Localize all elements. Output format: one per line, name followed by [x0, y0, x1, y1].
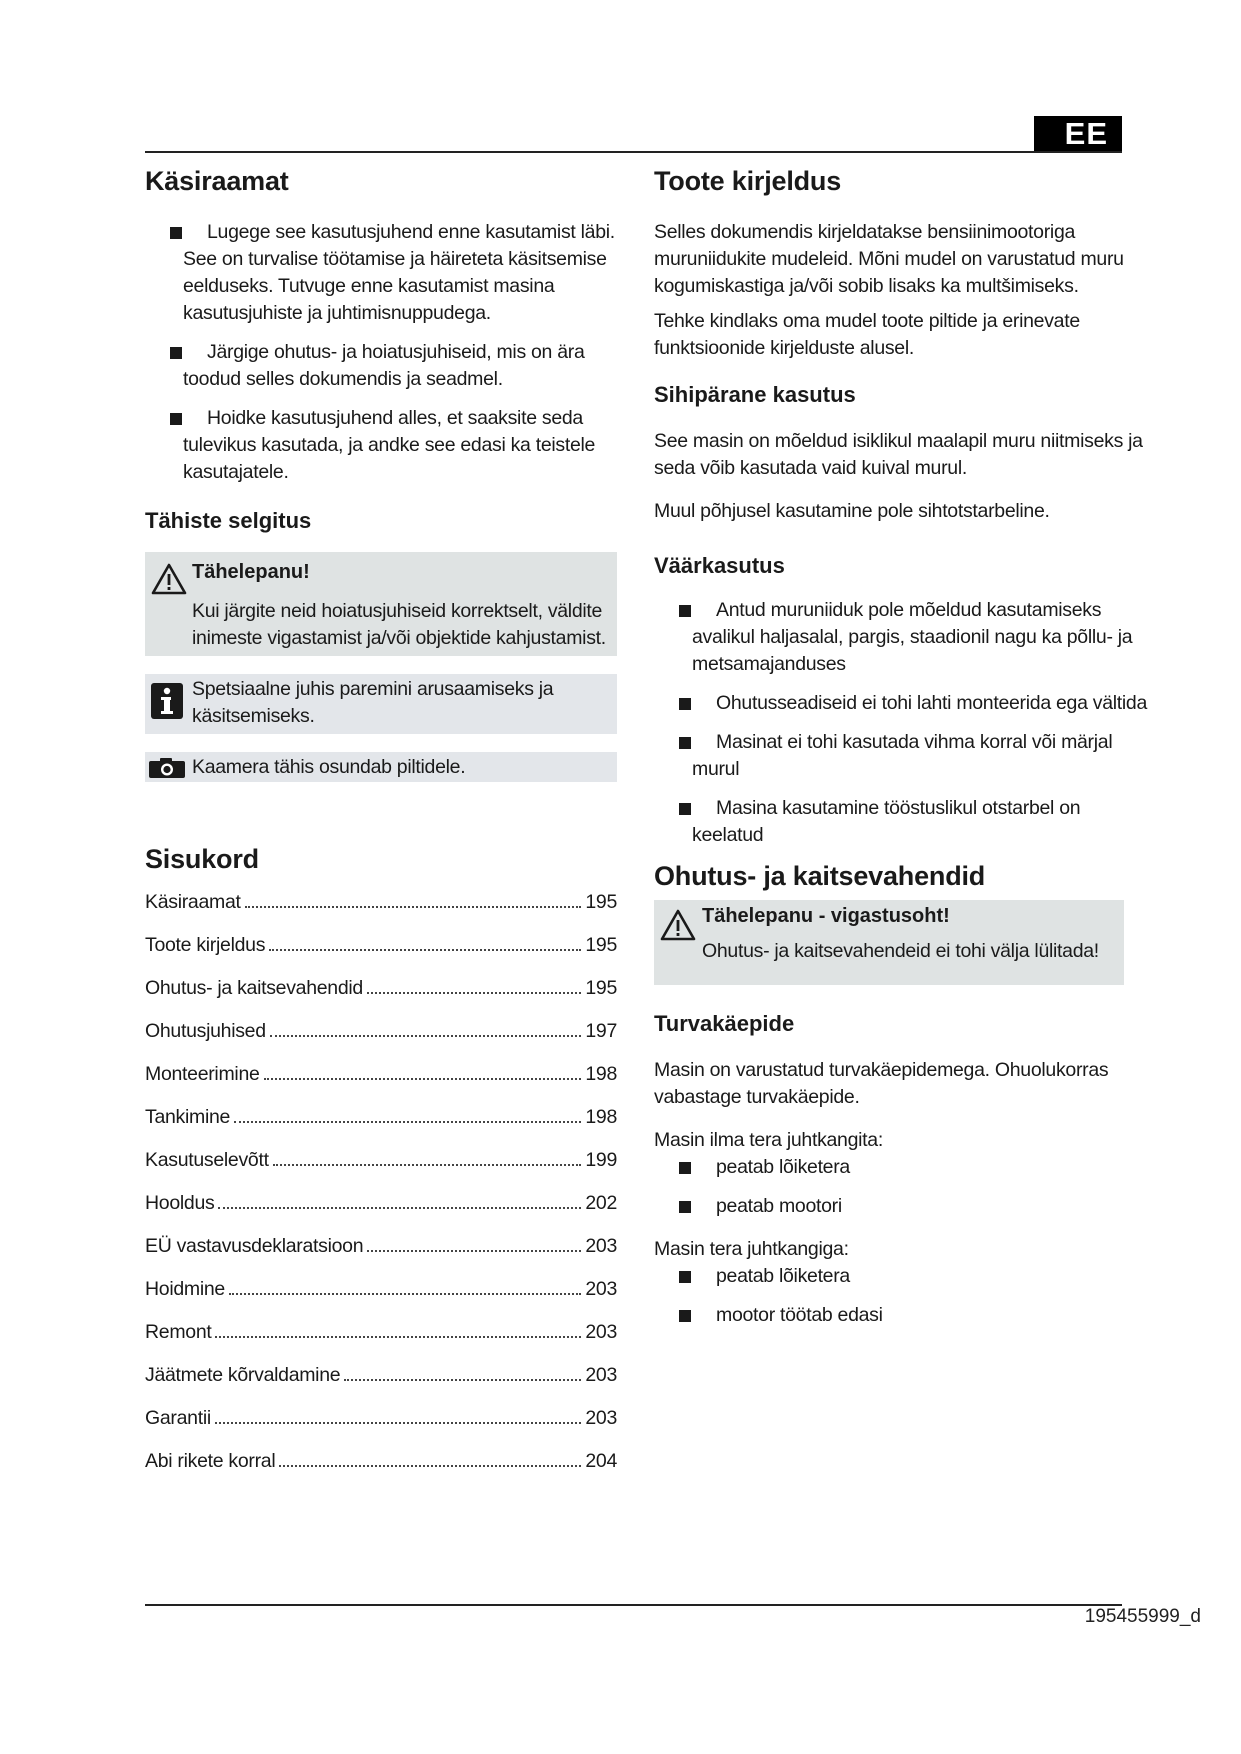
no-blade-lever-list	[654, 1154, 1154, 1220]
toc-entry[interactable]: EÜ vastavusdeklaratsioon 203	[145, 1235, 617, 1257]
list-item: Ohutusseadiseid ei tohi lahti monteerida ega vältida	[654, 690, 1154, 717]
list-item: peatab lõiketera	[654, 1154, 1154, 1181]
toc-entry[interactable]: Ohutus- ja kaitsevahendid 195	[145, 977, 617, 999]
list-item: mootor töötab edasi	[654, 1302, 1154, 1329]
list-item: Masinat ei tohi kasutada vihma korral või märjal murul	[654, 729, 1154, 783]
right-column	[654, 166, 1154, 1341]
product-paragraph: Selles dokumendis kirjeldatakse bensiinimootoriga muruniidukite mudeleid. Mõni mudel on varustatud muru kogumiskastiga ja/või sobib lisaks ka multšimiseks.	[654, 221, 1124, 297]
list-item: peatab lõiketera	[654, 1263, 1154, 1290]
left-column	[145, 166, 617, 1493]
warning-triangle-icon	[151, 562, 187, 596]
toc-entry[interactable]: Jäätmete kõrvaldamine 203	[145, 1364, 617, 1386]
manual-heading: Käsiraamat	[145, 166, 289, 196]
list-item: Masina kasutamine tööstuslikul otstarbel on keelatud	[654, 795, 1154, 849]
brake-handle-paragraph: Masin on varustatud turvakäepidemega. Ohuolukorras vabastage turvakäepide.	[654, 1059, 1109, 1108]
with-blade-lever-list	[654, 1263, 1154, 1329]
bullet-square-icon	[679, 1162, 691, 1174]
camera-box	[145, 752, 617, 782]
intended-use-paragraph: See masin on mõeldud isiklikul maalapil muru niitmiseks ja seda võib kasutada vaid kuival murul.	[654, 430, 1143, 479]
warning-title: Tähelepanu!	[192, 561, 310, 583]
no-blade-lever-label: Masin ilma tera juhtkangita:	[654, 1129, 883, 1151]
with-blade-lever-label: Masin tera juhtkangiga:	[654, 1238, 849, 1260]
camera-text: Kaamera tähis osundab piltidele.	[192, 756, 466, 778]
list-item: peatab mootori	[654, 1193, 1154, 1220]
bullet-square-icon	[170, 227, 182, 239]
header-rule	[145, 151, 1122, 153]
warning-triangle-icon	[659, 908, 697, 942]
manual-bullet-list	[145, 219, 617, 486]
toc-entry[interactable]: Käsiraamat 195	[145, 891, 617, 913]
toc-entry[interactable]: Remont 203	[145, 1321, 617, 1343]
toc-entry[interactable]: Hoidmine 203	[145, 1278, 617, 1300]
list-item: Lugege see kasutusjuhend enne kasutamist läbi. See on turvalise töötamise ja häireteta käsitsemise eelduseks. Tutvuge enne kasutamist masina kasutusjuhiste ja juhtimisnuppudega.	[145, 219, 617, 327]
toc-entry[interactable]: Tankimine 198	[145, 1106, 617, 1128]
toc-entry[interactable]: Abi rikete korral 204	[145, 1450, 617, 1472]
toc-entry[interactable]: Hooldus 202	[145, 1192, 617, 1214]
info-icon	[150, 682, 184, 720]
misuse-heading: Väärkasutus	[654, 553, 785, 578]
warning-box	[145, 552, 617, 656]
intended-use-paragraph: Muul põhjusel kasutamine pole sihtotstarbeline.	[654, 500, 1050, 522]
language-badge: EE	[1034, 116, 1122, 152]
brake-handle-heading: Turvakäepide	[654, 1011, 795, 1036]
symbols-heading: Tähiste selgitus	[145, 508, 312, 533]
document-code: 195455999_d	[1084, 1606, 1201, 1627]
bullet-square-icon	[679, 1201, 691, 1213]
intended-use-heading: Sihipärane kasutus	[654, 382, 856, 407]
safety-warning-title: Tähelepanu - vigastusoht!	[702, 905, 950, 927]
list-item: Hoidke kasutusjuhend alles, et saaksite seda tulevikus kasutada, ja andke see edasi ka teistele kasutajatele.	[145, 405, 617, 486]
bullet-square-icon	[170, 413, 182, 425]
info-text: Spetsiaalne juhis paremini arusaamiseks ja käsitsemiseks.	[192, 678, 554, 727]
toc-entry[interactable]: Ohutusjuhised 197	[145, 1020, 617, 1042]
product-heading: Toote kirjeldus	[654, 166, 842, 196]
bullet-square-icon	[679, 698, 691, 710]
safety-warning-text: Ohutus- ja kaitsevahendeid ei tohi välja lülitada!	[702, 940, 1099, 962]
toc-entry[interactable]: Monteerimine 198	[145, 1063, 617, 1085]
toc-entry[interactable]: Kasutuselevõtt 199	[145, 1149, 617, 1171]
bullet-square-icon	[679, 803, 691, 815]
product-paragraph: Tehke kindlaks oma mudel toote piltide ja erinevate funktsioonide kirjelduste alusel.	[654, 310, 1080, 359]
list-item: Antud muruniiduk pole mõeldud kasutamiseks avalikul haljasalal, pargis, staadionil nagu ka põllu- ja metsamajanduses	[654, 597, 1154, 678]
toc-entry[interactable]: Garantii 203	[145, 1407, 617, 1429]
safety-heading: Ohutus- ja kaitsevahendid	[654, 861, 986, 891]
bullet-square-icon	[679, 1271, 691, 1283]
bullet-square-icon	[170, 347, 182, 359]
bullet-square-icon	[679, 605, 691, 617]
bullet-square-icon	[679, 1310, 691, 1322]
toc-entry[interactable]: Toote kirjeldus 195	[145, 934, 617, 956]
safety-warning-box	[654, 900, 1124, 985]
misuse-bullet-list	[654, 597, 1154, 849]
bullet-square-icon	[679, 737, 691, 749]
camera-icon	[148, 757, 186, 779]
table-of-contents	[145, 891, 617, 1493]
footer-rule	[145, 1604, 1122, 1606]
list-item: Järgige ohutus- ja hoiatusjuhiseid, mis on ära toodud selles dokumendis ja seadmel.	[145, 339, 617, 393]
toc-heading: Sisukord	[145, 844, 259, 874]
warning-text: Kui järgite neid hoiatusjuhiseid korrektselt, väldite inimeste vigastamist ja/või objektide kahjustamist.	[192, 600, 606, 649]
info-box	[145, 674, 617, 734]
